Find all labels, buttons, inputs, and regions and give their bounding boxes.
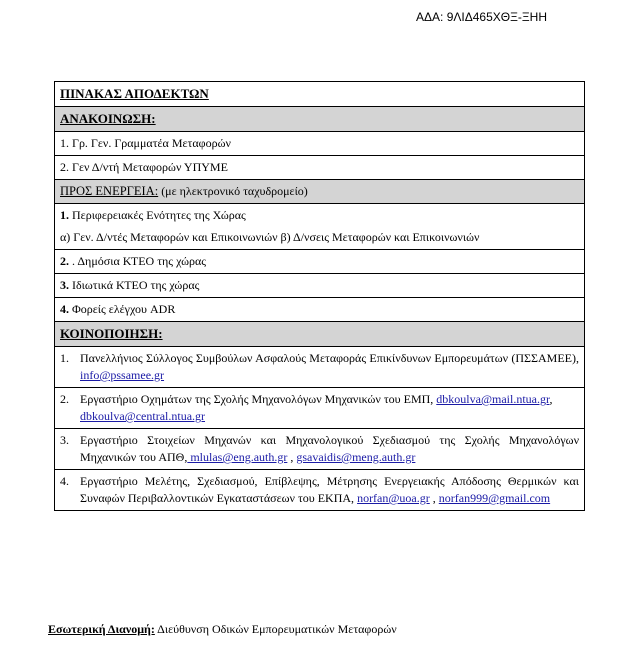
cc-item-number: 4. bbox=[60, 474, 69, 488]
cc-item bbox=[55, 470, 585, 511]
table-row bbox=[55, 107, 585, 132]
cc-item bbox=[55, 347, 585, 388]
table-row bbox=[55, 204, 585, 250]
action-item-number: 1. bbox=[60, 208, 69, 222]
action-item-text: Περιφερειακές Ενότητες της Χώρας bbox=[69, 208, 246, 222]
table-row bbox=[55, 250, 585, 274]
email-link[interactable]: dbkoulva@central.ntua.gr bbox=[80, 409, 206, 423]
cc-item-number: 3. bbox=[60, 433, 69, 447]
link-separator: , bbox=[287, 450, 297, 464]
cc-item-text: Πανελλήνιος Σύλλογος Συμβούλων Ασφαλούς Μεταφοράς Επικίνδυνων Εμπορευμάτων (ΠΣΣΑΜΕΕ), bbox=[80, 351, 579, 365]
table-row bbox=[55, 470, 585, 511]
table-row bbox=[55, 429, 585, 470]
action-item bbox=[55, 250, 585, 274]
table-row bbox=[55, 274, 585, 298]
internal-distribution bbox=[48, 622, 397, 637]
email-link[interactable]: norfan999@gmail.com bbox=[438, 491, 551, 505]
action-header: ΠΡΟΣ ΕΝΕΡΓΕΙΑ: bbox=[60, 184, 159, 198]
ada-code: ΑΔΑ: 9ΛΙΔ465ΧΘΞ-ΞΗΗ bbox=[416, 10, 548, 24]
cc-header: ΚΟΙΝΟΠΟΙΗΣΗ: bbox=[60, 326, 163, 341]
action-header-note: (με ηλεκτρονικό ταχυδρομείο) bbox=[158, 184, 308, 198]
action-item-number: 3. bbox=[60, 278, 69, 292]
cc-header-cell bbox=[55, 322, 585, 347]
email-link[interactable]: norfan@uoa.gr bbox=[357, 491, 430, 505]
action-item-text: Φορείς ελέγχου ADR bbox=[69, 302, 176, 316]
cc-item bbox=[55, 388, 585, 429]
email-link[interactable]: gsavaidis@meng.auth.gr bbox=[296, 450, 416, 464]
table-row bbox=[55, 347, 585, 388]
action-header-cell bbox=[55, 180, 585, 204]
action-item-text: . Δημόσια ΚΤΕΟ της χώρας bbox=[69, 254, 207, 268]
recipients-table bbox=[54, 81, 585, 511]
action-item-subtext: α) Γεν. Δ/ντές Μεταφορών και Επικοινωνιών β) Δ/νσεις Μεταφορών και Επικοινωνιών bbox=[60, 230, 480, 244]
cc-item-text: Εργαστήριο Μελέτης, Σχεδιασμού, Επίβλεψης, Μέτρησης Ενεργειακής Απόδοσης Θερμικών και Συναφών Περιβαλλοντικών Εγκαταστάσεων του ΕΚΠΑ, bbox=[80, 474, 579, 505]
cc-item-number: 2. bbox=[60, 392, 69, 406]
table-row bbox=[55, 82, 585, 107]
cc-item bbox=[55, 429, 585, 470]
link-separator: , bbox=[429, 491, 439, 505]
table-row bbox=[55, 322, 585, 347]
action-item bbox=[55, 274, 585, 298]
table-row bbox=[55, 388, 585, 429]
table-row bbox=[55, 180, 585, 204]
email-link[interactable]: info@pssamee.gr bbox=[80, 368, 165, 382]
table-row bbox=[55, 132, 585, 156]
announcement-item: 1. Γρ. Γεν. Γραμματέα Μεταφορών bbox=[55, 132, 585, 156]
action-item bbox=[55, 298, 585, 322]
table-row bbox=[55, 298, 585, 322]
table-title: ΠΙΝΑΚΑΣ ΑΠΟΔΕΚΤΩΝ bbox=[60, 86, 209, 101]
internal-distribution-text: Διεύθυνση Οδικών Εμπορευματικών Μεταφορών bbox=[154, 622, 397, 636]
action-item-number: 4. bbox=[60, 302, 69, 316]
link-separator: , bbox=[549, 392, 553, 406]
cc-item-text: Εργαστήριο Στοιχείων Μηχανών και Μηχανολογικού Σχεδιασμού της Σχολής Μηχανολόγων Μηχανικών του ΑΠΘ, bbox=[80, 433, 579, 464]
action-item-number: 2. bbox=[60, 254, 69, 268]
action-item bbox=[55, 204, 585, 250]
cc-item-number: 1. bbox=[60, 351, 69, 365]
email-link[interactable]: mlulas@eng.auth.gr bbox=[187, 450, 288, 464]
announcement-header: ΑΝΑΚΟΙΝΩΣΗ: bbox=[60, 111, 156, 126]
announcement-header-cell bbox=[55, 107, 585, 132]
action-item-text: Ιδιωτικά ΚΤΕΟ της χώρας bbox=[69, 278, 200, 292]
cc-item-text: Εργαστήριο Οχημάτων της Σχολής Μηχανολόγων Μηχανικών του ΕΜΠ, bbox=[80, 392, 437, 406]
table-title-cell bbox=[55, 82, 585, 107]
announcement-item: 2. Γεν Δ/ντή Μεταφορών ΥΠΥΜΕ bbox=[55, 156, 585, 180]
email-link[interactable]: dbkoulva@mail.ntua.gr bbox=[436, 392, 550, 406]
table-row bbox=[55, 156, 585, 180]
internal-distribution-label: Εσωτερική Διανομή: bbox=[48, 622, 155, 636]
